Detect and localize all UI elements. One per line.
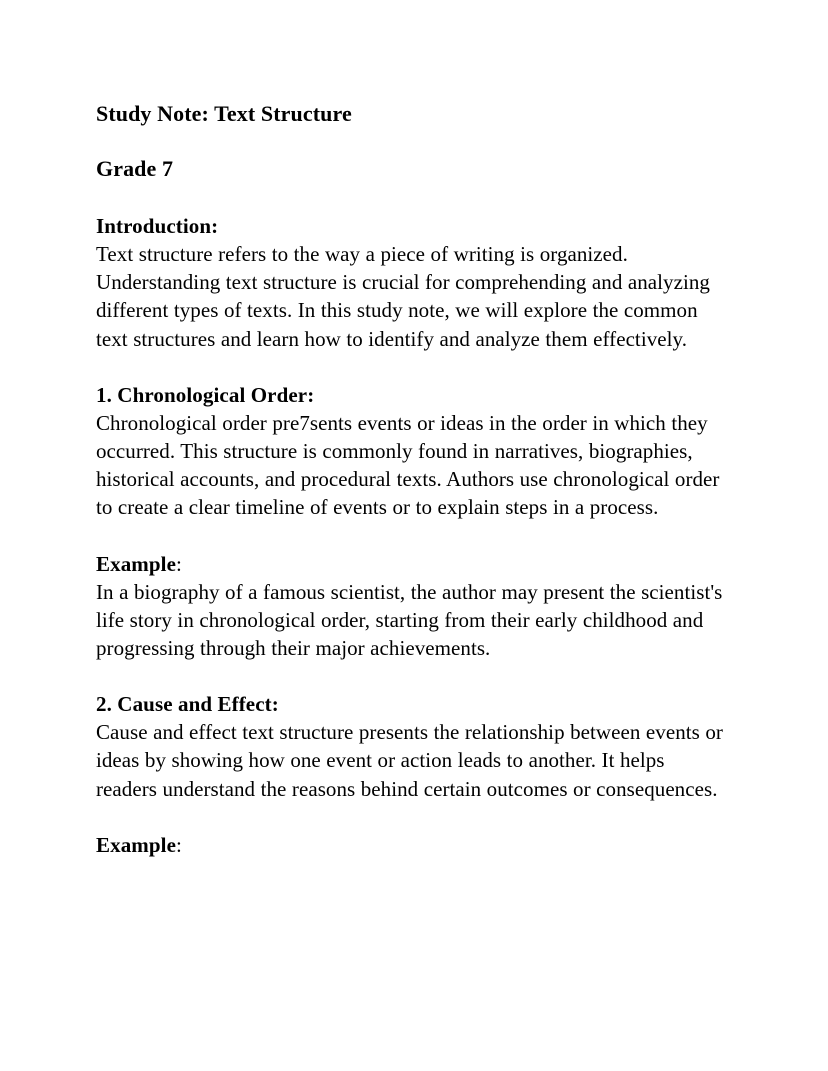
- section-heading-label: Introduction:: [96, 214, 219, 238]
- section-body: Cause and effect text structure presents the relationship between events or ideas by showing how one event or action leads to another. It helps readers understand the reasons behind certain outcomes or consequences.: [96, 720, 723, 801]
- section-heading-trail: :: [176, 551, 182, 576]
- section-cause-and-effect: [96, 690, 725, 803]
- section-heading: [96, 212, 725, 240]
- section-heading-trail: :: [176, 832, 182, 857]
- section-body: Text structure refers to the way a piece of writing is organized. Understanding text structure is crucial for comprehending and analyzing different types of texts. In this study note, we will explore the common text structures and learn how to identify and analyze them effectively.: [96, 242, 710, 351]
- section-heading: [96, 690, 725, 718]
- section-heading-label: 2. Cause and Effect:: [96, 692, 279, 717]
- section-body: Chronological order pre7sents events or ideas in the order in which they occurred. This structure is commonly found in narratives, biographies, historical accounts, and procedural texts. Authors use chronological order to create a clear timeline of events or to explain steps in a process.: [96, 410, 720, 520]
- section-heading-label: Example: [96, 832, 177, 857]
- section-heading: [96, 550, 725, 578]
- document-title: Study Note: Text Structure: [96, 101, 352, 126]
- section-chronological-order: [96, 381, 725, 522]
- section-example-chronological: [96, 550, 725, 663]
- section-heading: [96, 831, 725, 859]
- section-heading-label: 1. Chronological Order:: [96, 382, 315, 407]
- section-example-cause-and-effect: [96, 831, 725, 859]
- section-heading: [96, 381, 725, 409]
- section-heading-label: Example: [96, 551, 177, 576]
- section-body: In a biography of a famous scientist, the author may present the scientist's life story in chronological order, starting from their early childhood and progressing through their major achievements.: [96, 579, 723, 661]
- document-subtitle: Grade 7: [96, 156, 174, 181]
- section-introduction: [96, 212, 725, 353]
